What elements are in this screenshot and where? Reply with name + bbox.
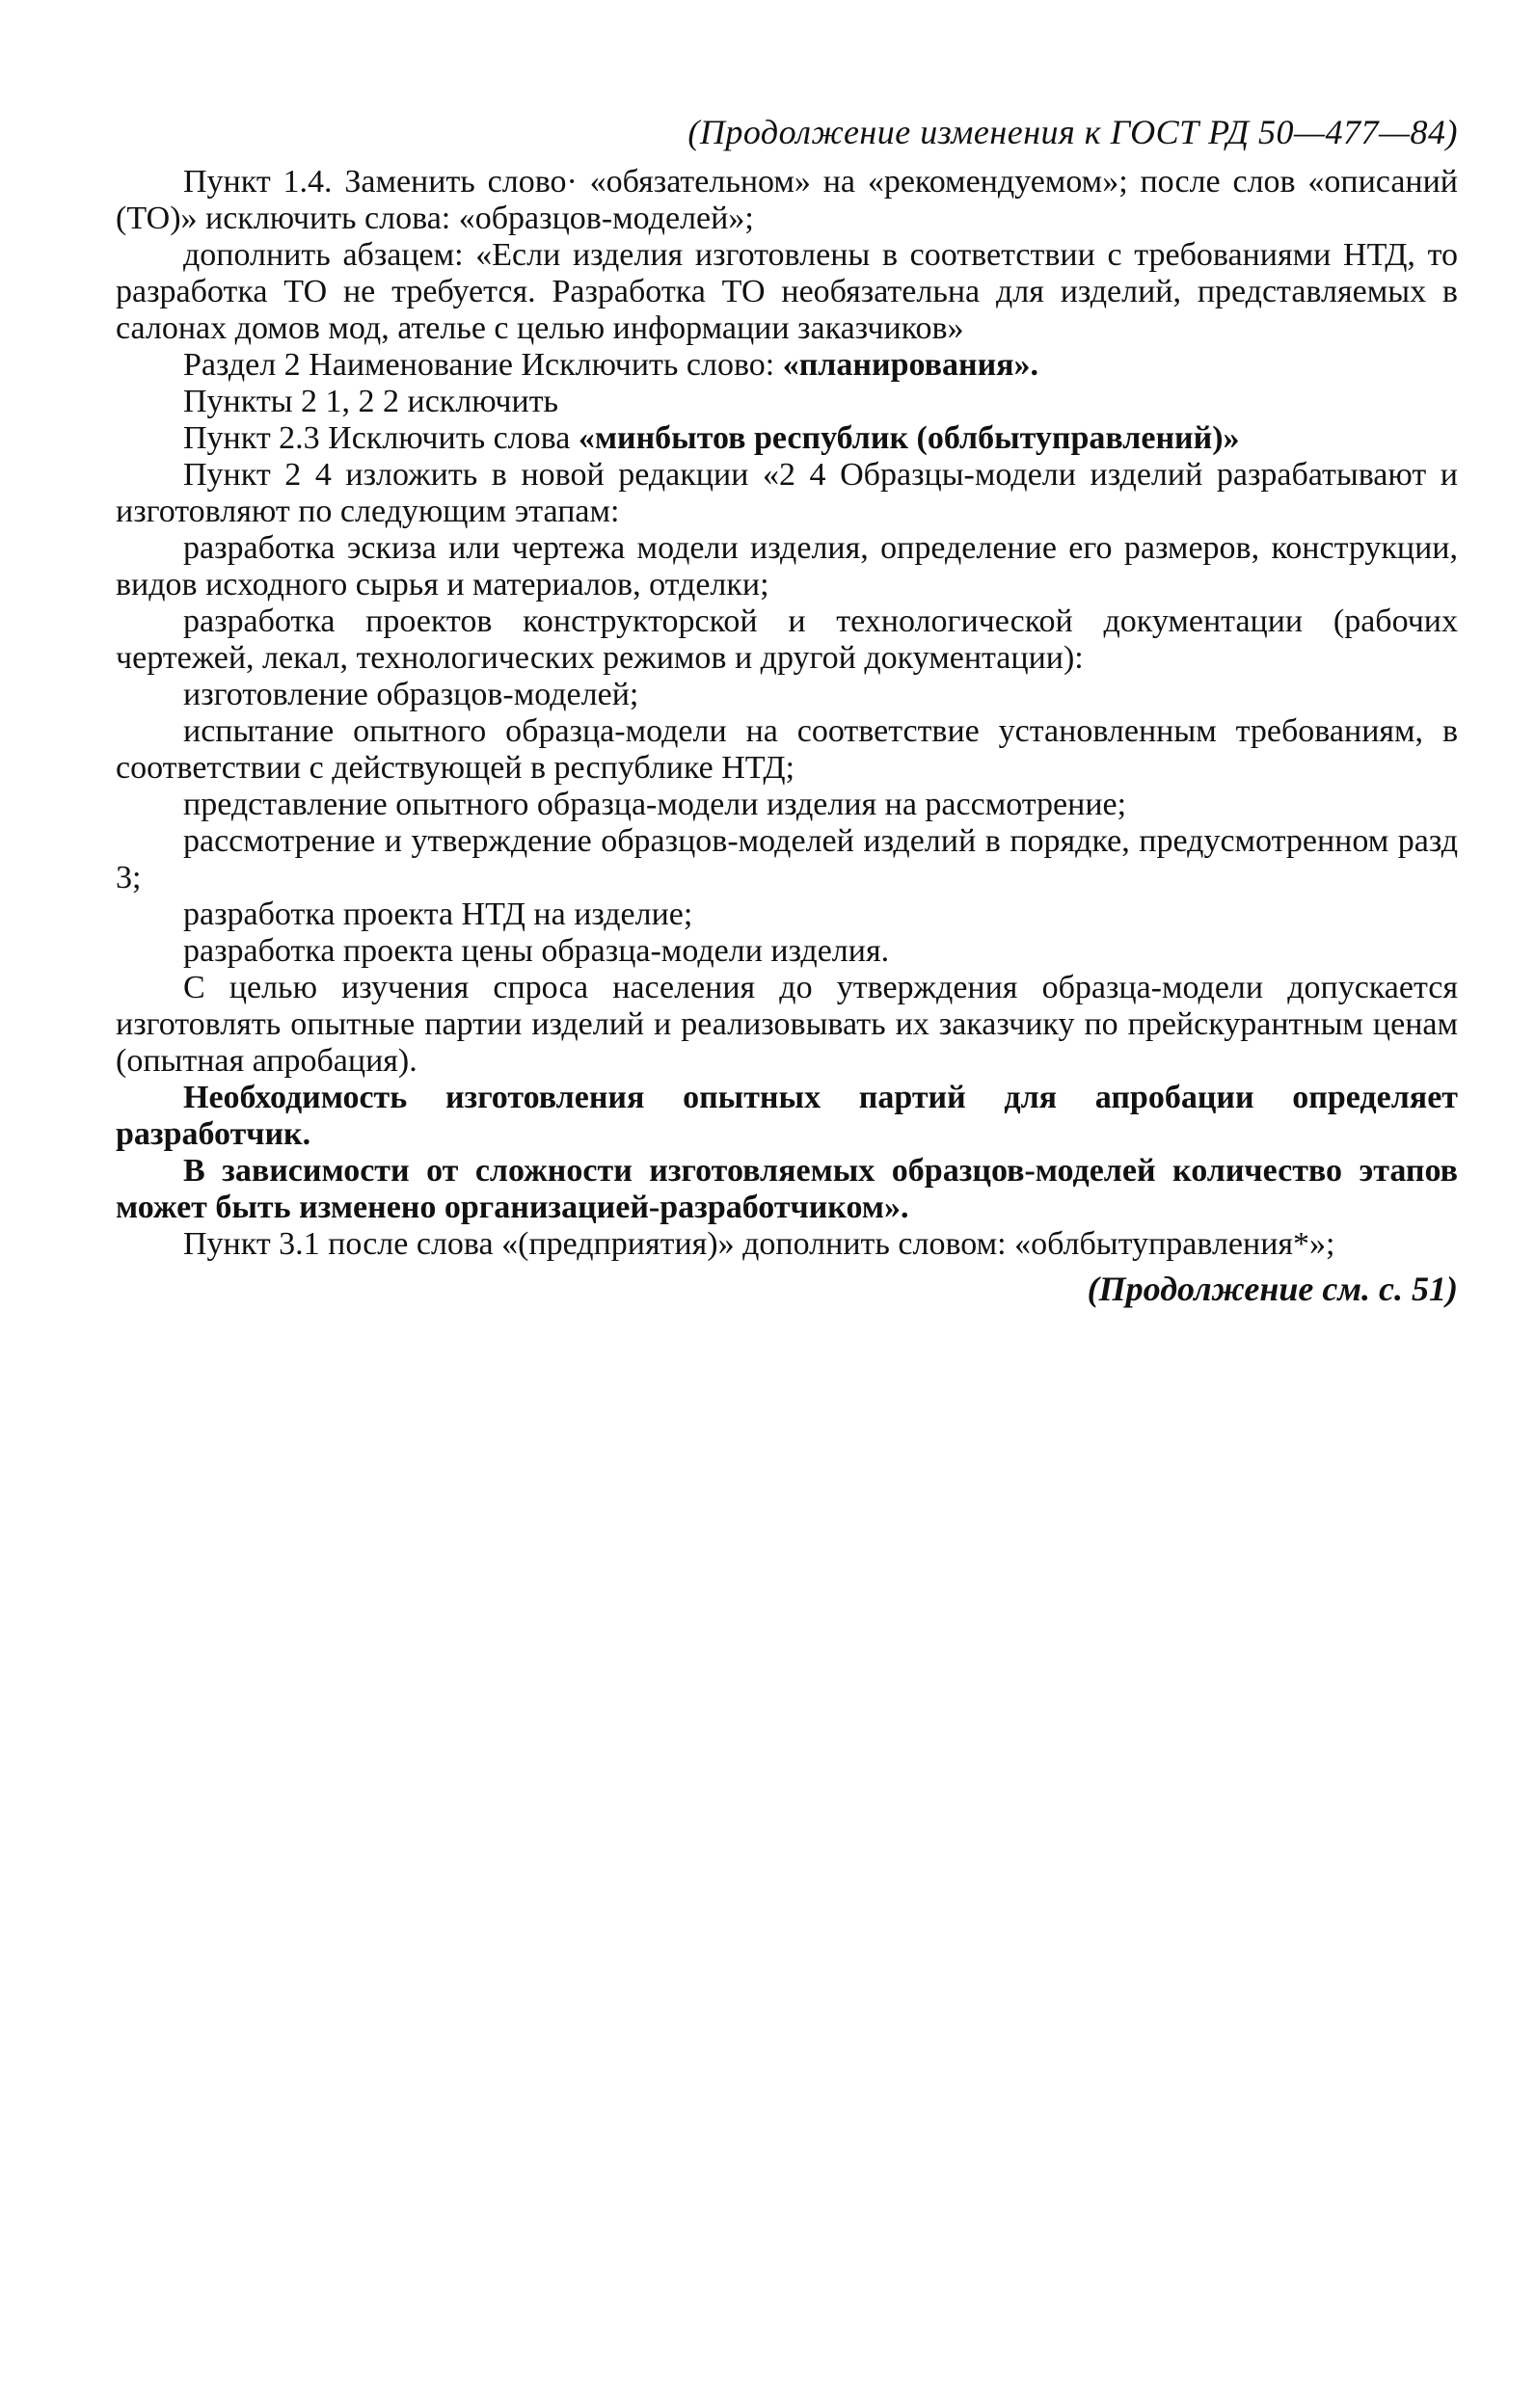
list-item: изготовление образцов-моделей; [183, 677, 639, 712]
paragraph-3 [116, 347, 1458, 384]
paragraph-1: Пункт 1.4. Заменить слово· «обязательном» на «рекомендуемом»; после слов «описаний (ТО)» исключить слова: «образцов-моделей»; [116, 164, 1458, 236]
paragraph-8: Необходимость изготовления опытных партий для апробации определяет разработчик. [116, 1080, 1458, 1152]
page-footer-continuation: (Продолжение см. с. 51) [1087, 1270, 1458, 1308]
paragraph-6: Пункт 2 4 изложить в новой редакции «2 4 Образцы-модели изделий разрабатывают и изготовляют по следующим этапам: [116, 457, 1458, 529]
paragraph-3-bold: «планирования». [782, 347, 1039, 383]
paragraph-10: Пункт 3.1 после слова «(предприятия)» дополнить словом: «облбытуправления*»; [183, 1226, 1335, 1262]
paragraph-5 [116, 420, 1458, 457]
paragraph-9: В зависимости от сложности изготовляемых образцов-моделей количество этапов может быть изменено организацией-разработчиком». [116, 1153, 1458, 1225]
list-item: разработка проекта цены образца-модели изделия. [183, 933, 890, 969]
paragraph-7: С целью изучения спроса населения до утверждения образца-модели допускается изготовлять опытные партии изделий и реализовывать их заказчику по прейскурантным ценам (опытная апробация). [116, 970, 1458, 1079]
paragraph-3-text: Раздел 2 Наименование Исключить слово: [183, 347, 783, 383]
list-item: испытание опытного образца-модели на соответствие установленным требованиям, в соответствии с действующей в республике НТД; [116, 713, 1458, 786]
list-item: разработка проектов конструкторской и технологической документации (рабочих чертежей, лекал, технологических режимов и другой документации): [116, 603, 1458, 676]
paragraph-2: дополнить абзацем: «Если изделия изготовлены в соответствии с требованиями НТД, то разработка ТО не требуется. Разработка ТО необязательна для изделий, представляемых в салонах домов мод, ателье с целью информации заказчиков» [116, 237, 1458, 346]
list-item: представление опытного образца-модели изделия на рассмотрение; [183, 787, 1127, 822]
paragraph-5-text: Пункт 2.3 Исключить слова [183, 420, 579, 456]
paragraph-5-bold: «минбытов республик (облбытуправлений)» [578, 420, 1240, 456]
page-header: (Продолжение изменения к ГОСТ РД 50—477—84) [687, 113, 1458, 151]
document-body [116, 114, 1458, 1307]
list-item: разработка проекта НТД на изделие; [183, 896, 693, 932]
paragraph-4: Пункты 2 1, 2 2 исключить [183, 384, 559, 419]
list-item: рассмотрение и утверждение образцов-моделей изделий в порядке, предусмотренном разд 3; [116, 823, 1458, 896]
list-item: разработка эскиза или чертежа модели изделия, определение его размеров, конструкции, видов исходного сырья и материалов, отделки; [116, 530, 1458, 602]
